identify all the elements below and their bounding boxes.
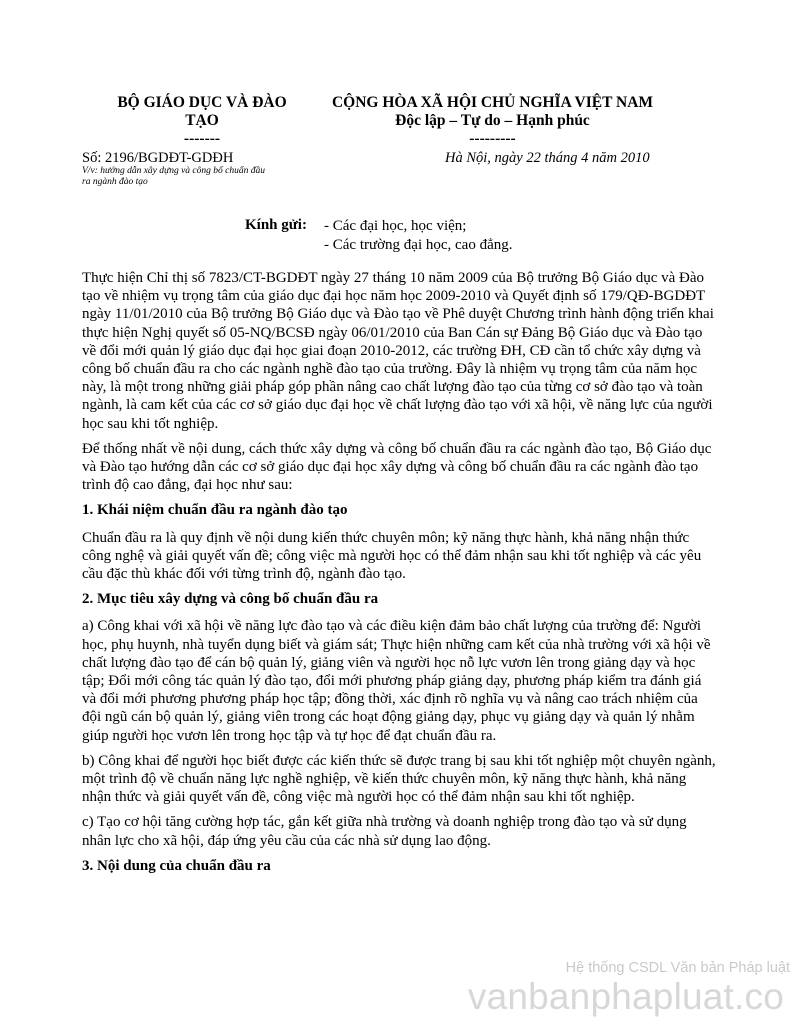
- section-2-item-a: a) Công khai với xã hội về năng lực đào tạo và các điều kiện đảm bảo chất lượng của trường để: Người học, phụ huynh, nhà tuyển dụng biết và giám sát; Thực hiện những cam kết của nhà trường với xã hội về chất lượng đào tạo để cán bộ quản lý, giảng viên và người học nỗ lực vươn lên trong giảng dạy và học tập; Đổi mới công tác quản lý đào tạo, đổi mới phương pháp giảng dạy, phương pháp kiểm tra đánh giá và đổi mới phương phương pháp học tập; đồng thời, xác định rõ nghĩa vụ và nâng cao trách nhiệm của đội ngũ cán bộ quản lý, giảng viên trong các hoạt động giảng dạy, phục vụ giảng dạy và quản lý nhằm giúp người học vươn lên trong học tập và tự học để đạt chuẩn đầu ra.: [82, 618, 711, 744]
- motto-divider: ---------: [469, 130, 516, 147]
- watermark-caption: Hệ thống CSDL Văn bản Pháp luật: [565, 960, 790, 976]
- section-3-title: 3. Nội dung của chuẩn đầu ra: [82, 857, 271, 874]
- section-2-title: 2. Mục tiêu xây dựng và công bố chuẩn đầu ra: [82, 591, 379, 608]
- recipient-item: - Các đại học, học viện;: [324, 218, 467, 234]
- document-subject: [82, 166, 312, 188]
- section-2-item-c: c) Tạo cơ hội tăng cường hợp tác, gắn kết giữa nhà trường và doanh nghiệp trong đào tạo và sử dụng nhân lực cho xã hội, đáp ứng yêu cầu của các nhà sử dụng lao động.: [82, 814, 687, 849]
- agency-divider: -------: [183, 130, 221, 147]
- motto: Độc lập – Tự do – Hạnh phúc: [395, 112, 590, 129]
- national-motto: [300, 94, 685, 148]
- recipient-item: - Các trường đại học, cao đẳng.: [324, 237, 513, 253]
- document-date: Hà Nội, ngày 22 tháng 4 năm 2010: [445, 150, 650, 166]
- section-1-text: Chuẩn đầu ra là quy định về nội dung kiến thức chuyên môn; kỹ năng thực hành, khả năng nhận thức công nghệ và giải quyết vấn đề; công việc mà người học có thể đảm nhận sau khi tốt nghiệp và các yêu cầu đặc thù khác đối với từng trình độ, ngành đào tạo.: [82, 529, 702, 583]
- document-number: Số: 2196/BGDĐT-GDĐH: [82, 150, 234, 166]
- recipients-label: Kính gửi:: [245, 217, 307, 233]
- agency-name-line2: TẠO: [185, 112, 219, 129]
- watermark-site: vanbanphapluat.co: [467, 976, 784, 1017]
- country-name: CỘNG HÒA XÃ HỘI CHỦ NGHĨA VIỆT NAM: [331, 94, 654, 111]
- intro-paragraph-2: Để thống nhất về nội dung, cách thức xây dựng và công bố chuẩn đầu ra các ngành đào tạo, Bộ Giáo dục và Đào tạo hướng dẫn các cơ sở giáo dục đại học xây dựng và công bố chuẩn đầu ra các ngành đào tạo trình độ cao đẳng, đại học như sau:: [82, 440, 712, 494]
- subject-line-1: V/v: hướng dẫn xây dựng và công bố chuẩn đầu: [82, 166, 265, 176]
- agency-name-line1: BỘ GIÁO DỤC VÀ ĐÀO: [117, 94, 287, 111]
- issuing-agency: [82, 94, 322, 148]
- section-1-title: 1. Khái niệm chuẩn đầu ra ngành đào tạo: [82, 502, 348, 519]
- document-body: [82, 269, 718, 884]
- subject-line-2: ra ngành đào tạo: [82, 177, 148, 187]
- section-2-item-b: b) Công khai để người học biết được các kiến thức sẽ được trang bị sau khi tốt nghiệp một chuyên ngành, một trình độ về chuẩn năng lực nghề nghiệp, về kiến thức chuyên môn, kỹ năng thực hành, khả năng nhận thức và giải quyết vấn đề, công việc mà người học có thể đảm nhận sau khi tốt nghiệp.: [82, 752, 716, 806]
- intro-paragraph: Thực hiện Chỉ thị số 7823/CT-BGDĐT ngày 27 tháng 10 năm 2009 của Bộ trưởng Bộ Giáo dục và Đào tạo về nhiệm vụ trọng tâm của giáo dục đại học năm học 2009-2010 và Quyết định số 179/QĐ-BGDĐT ngày 11/01/2010 của Bộ trưởng Bộ Giáo dục và Đào tạo về Phê duyệt Chương trình hành động triển khai thực hiện Nghị quyết số 05-NQ/BCSĐ ngày 06/01/2010 của Ban Cán sự Đảng Bộ Giáo dục và Đào tạo về đổi mới quản lý giáo dục đại học giai đoạn 2010-2012, các trường ĐH, CĐ cần tổ chức xây dựng và công bố chuẩn đầu ra cho các ngành nghề đào tạo của trường. Đây là nhiệm vụ trọng tâm của năm học này, là một trong những giải pháp góp phần nâng cao chất lượng đào tạo của từng cơ sở đào tạo và toàn ngành, là cam kết của các cơ sở giáo dục đại học về chất lượng đào tạo với xã hội, về năng lực của người học sau khi tốt nghiệp.: [82, 270, 714, 432]
- recipients-list: [324, 217, 513, 255]
